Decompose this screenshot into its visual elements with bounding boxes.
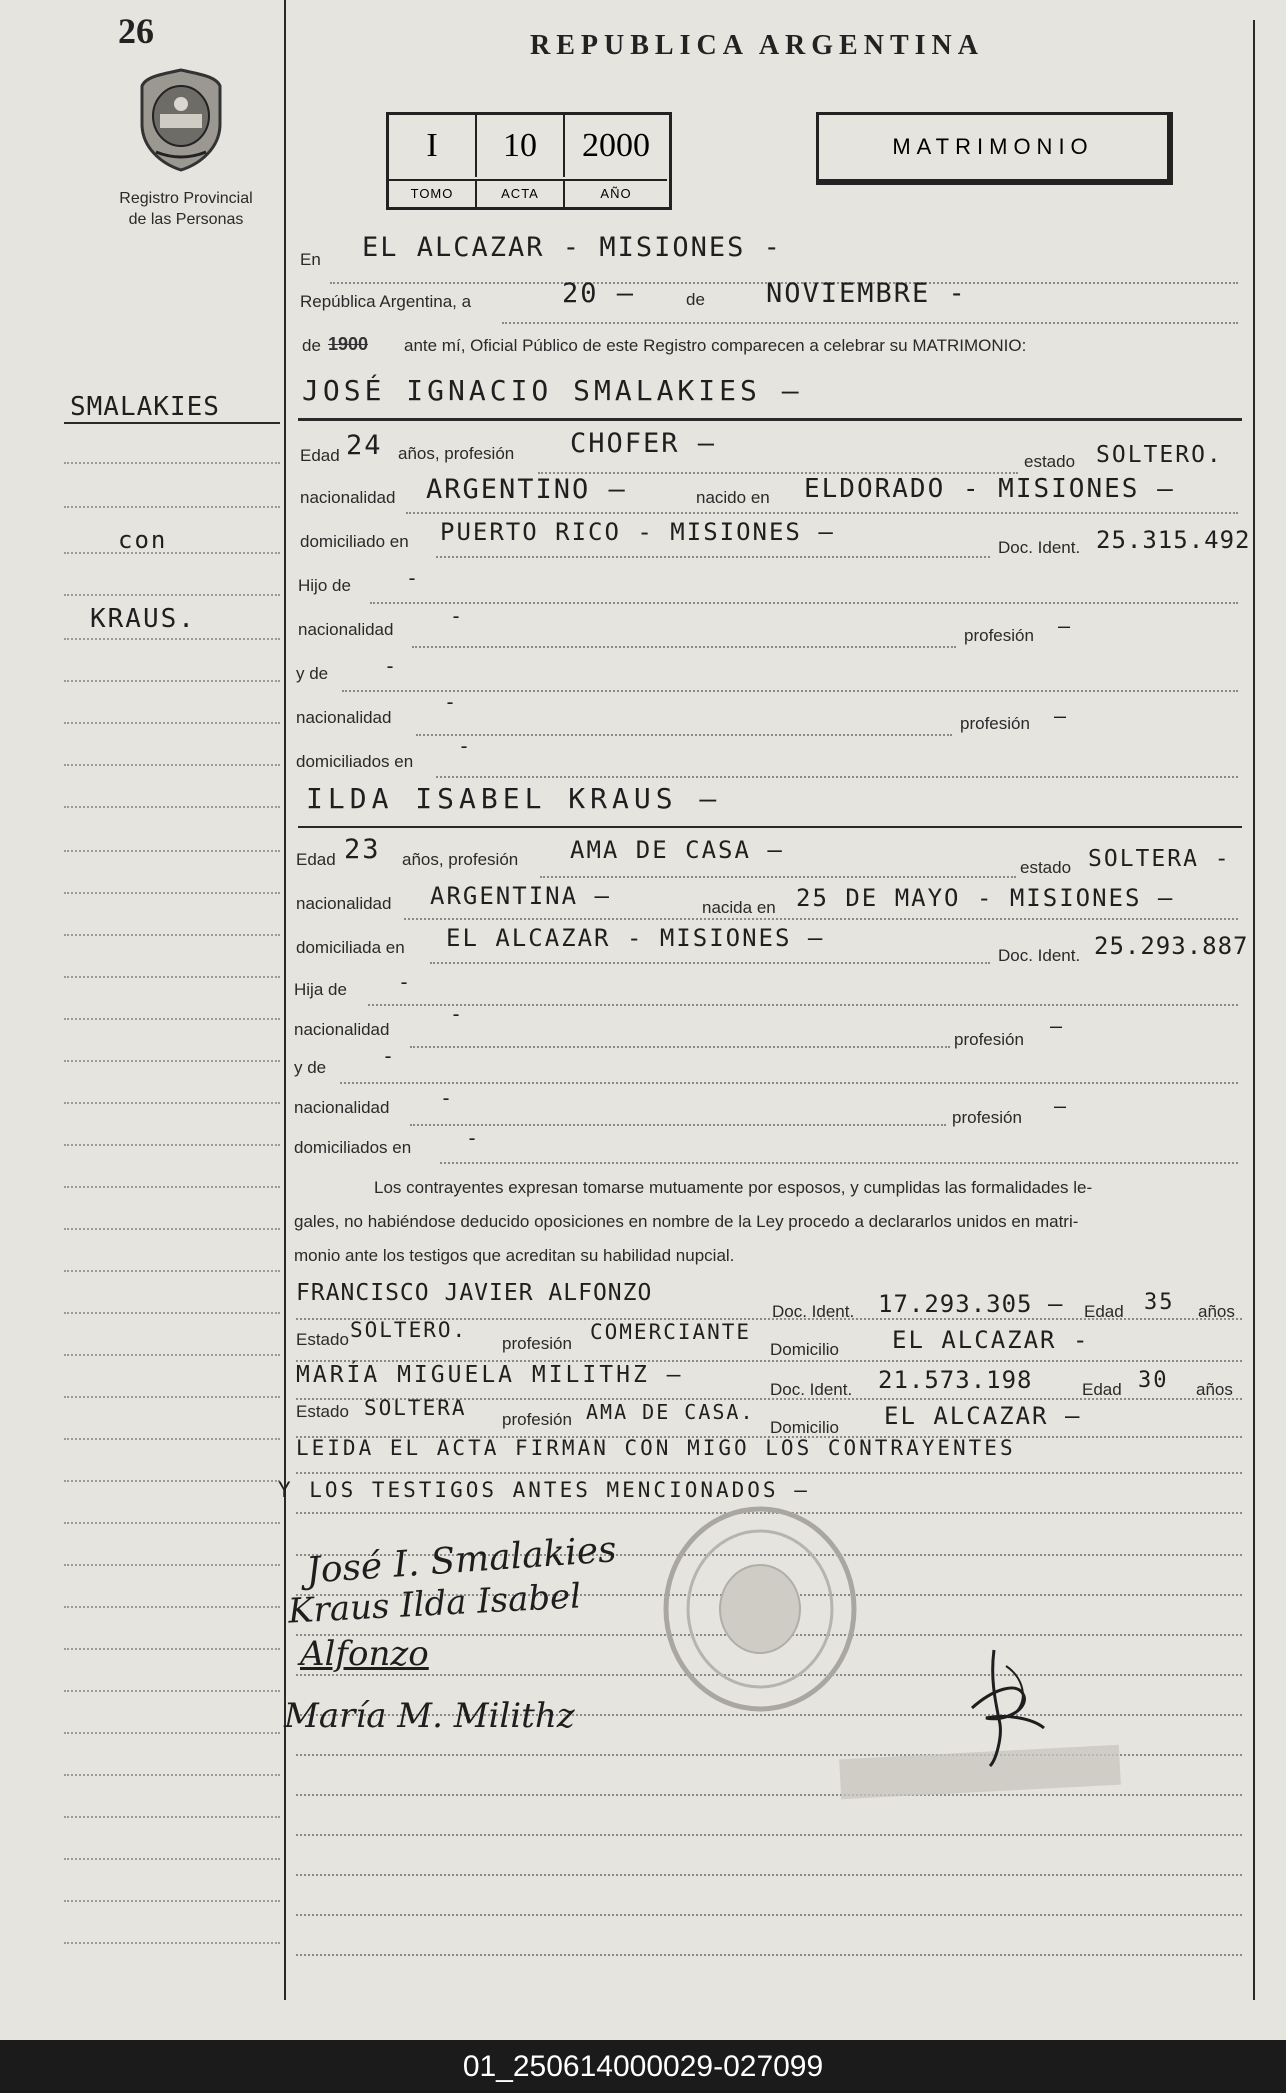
witness2-doc: 21.573.198 bbox=[878, 1366, 1033, 1394]
witness2-profesion: AMA DE CASA. bbox=[586, 1400, 755, 1424]
groom-nac-label: nacionalidad bbox=[300, 488, 396, 507]
witness2-edad-label: Edad bbox=[1082, 1380, 1122, 1399]
ruled-line bbox=[296, 1954, 1242, 1956]
declaration-line-1: Los contrayentes expresan tomarse mutuamente por esposos, y cumplidas las formalidades le- bbox=[374, 1178, 1093, 1197]
margin-line bbox=[64, 1606, 280, 1608]
bride-dom-label: domiciliada en bbox=[296, 938, 405, 957]
margin-line bbox=[64, 552, 280, 554]
margin-line bbox=[64, 1060, 280, 1062]
groom-nac2: - bbox=[450, 604, 465, 628]
groom-nac2-label: nacionalidad bbox=[298, 620, 394, 639]
margin-line bbox=[64, 1018, 280, 1020]
acta-value: 10 bbox=[477, 115, 565, 177]
bride-nac3-label: nacionalidad bbox=[294, 1098, 390, 1117]
year-prefix: de bbox=[302, 336, 321, 355]
bride-name: ILDA ISABEL KRAUS — bbox=[306, 782, 722, 815]
witness2-dom-label: Domicilio bbox=[770, 1418, 839, 1437]
witness1-estado: SOLTERO. bbox=[350, 1318, 468, 1342]
witness2-estado: SOLTERA bbox=[364, 1396, 467, 1420]
margin-line bbox=[64, 462, 280, 464]
bride-yde-label: y de bbox=[294, 1058, 327, 1077]
acta-label: ACTA bbox=[477, 179, 565, 207]
ruled-line bbox=[296, 1914, 1242, 1916]
bride-nac-label: nacionalidad bbox=[296, 894, 392, 913]
witness1-profesion: COMERCIANTE bbox=[590, 1320, 752, 1344]
groom-doms-label: domiciliados en bbox=[296, 752, 414, 771]
groom-prof3-label: profesión bbox=[960, 714, 1030, 733]
groom-prof2: — bbox=[1058, 614, 1073, 638]
bride-hija: - bbox=[398, 970, 413, 994]
year-struck: 1900 bbox=[328, 334, 369, 354]
margin-line bbox=[64, 1690, 280, 1692]
margin-line bbox=[64, 892, 280, 894]
margin-line bbox=[64, 1816, 280, 1818]
margin-line bbox=[64, 638, 280, 640]
groom-line-2 bbox=[406, 512, 1238, 514]
right-rule bbox=[1253, 20, 1255, 2000]
tomo-label: TOMO bbox=[389, 179, 477, 207]
witness1-edad: 35 bbox=[1144, 1290, 1175, 1315]
signature-1: José I. Smalakies bbox=[304, 1529, 618, 1592]
declaration-line-3: monio ante los testigos que acreditan su habilidad nupcial. bbox=[294, 1246, 735, 1265]
signature-2: Kraus Ilda Isabel bbox=[287, 1576, 582, 1632]
margin-line bbox=[64, 1228, 280, 1230]
groom-nacido-label: nacido en bbox=[696, 488, 770, 507]
witness1-name: FRANCISCO JAVIER ALFONZO bbox=[296, 1280, 653, 1306]
groom-line-3 bbox=[436, 556, 990, 558]
groom-nac3: - bbox=[444, 690, 459, 714]
margin-line bbox=[64, 1144, 280, 1146]
record-box bbox=[386, 112, 672, 210]
month-value: NOVIEMBRE - bbox=[766, 278, 967, 309]
witness2-name: MARÍA MIGUELA MILITHZ — bbox=[296, 1362, 684, 1388]
bride-line-3 bbox=[430, 962, 990, 964]
bride-doms-label: domiciliados en bbox=[294, 1138, 412, 1157]
ano-label: AÑO bbox=[565, 179, 667, 207]
margin-line bbox=[64, 850, 280, 852]
bride-estado: SOLTERA - bbox=[1088, 846, 1231, 872]
day-value: 20 — bbox=[562, 278, 636, 309]
margin-line bbox=[64, 1396, 280, 1398]
bride-line-2 bbox=[404, 918, 1238, 920]
margin-line bbox=[64, 1522, 280, 1524]
groom-line-5 bbox=[412, 646, 956, 648]
closing-line-2: Y LOS TESTIGOS ANTES MENCIONADOS — bbox=[278, 1478, 810, 1502]
witness1-doc: 17.293.305 — bbox=[878, 1290, 1064, 1318]
signature-3: Alfonzo bbox=[300, 1634, 429, 1674]
republica-label: República Argentina, a bbox=[300, 292, 472, 311]
margin-line bbox=[64, 1858, 280, 1860]
bride-nac3: - bbox=[440, 1086, 455, 1110]
official-signature bbox=[966, 1640, 1056, 1770]
bride-name-rule bbox=[298, 826, 1242, 828]
witness1-dom-label: Domicilio bbox=[770, 1340, 839, 1359]
margin-line bbox=[64, 1564, 280, 1566]
bride-edad: 23 bbox=[344, 834, 381, 865]
closing-line-1: LEIDA EL ACTA FIRMAN CON MIGO LOS CONTRAYENTES bbox=[296, 1436, 1016, 1460]
margin-surname-rule bbox=[64, 422, 280, 424]
bride-doc-label: Doc. Ident. bbox=[998, 946, 1081, 965]
bride-line-1 bbox=[540, 876, 1016, 878]
registry-line-1: Registro Provincial bbox=[119, 190, 253, 207]
witness1-prof-label: profesión bbox=[502, 1334, 572, 1353]
bride-prof3: — bbox=[1054, 1094, 1069, 1118]
groom-nacido-en: ELDORADO - MISIONES — bbox=[804, 474, 1175, 504]
groom-nacionalidad: ARGENTINO — bbox=[426, 474, 627, 505]
groom-prof2-label: profesión bbox=[964, 626, 1034, 645]
groom-doc: 25.315.492 bbox=[1096, 526, 1251, 554]
bride-line-4 bbox=[368, 1004, 1238, 1006]
ruled-line bbox=[296, 1834, 1242, 1836]
bride-edad-label: Edad bbox=[296, 850, 336, 869]
intro-sentence: ante mí, Oficial Público de este Registro comparecen a celebrar su MATRIMONIO: bbox=[404, 336, 1027, 355]
margin-line bbox=[64, 976, 280, 978]
margin-line bbox=[64, 1312, 280, 1314]
margin-line bbox=[64, 506, 280, 508]
groom-name: JOSÉ IGNACIO SMALAKIES — bbox=[302, 374, 803, 407]
margin-other: KRAUS. bbox=[90, 604, 196, 634]
margin-line bbox=[64, 1186, 280, 1188]
margin-surname: SMALAKIES bbox=[70, 392, 220, 422]
witness1-anos-label: años bbox=[1198, 1302, 1235, 1321]
bride-prof2-label: profesión bbox=[954, 1030, 1024, 1049]
ano-value: 2000 bbox=[582, 127, 650, 164]
groom-nac3-label: nacionalidad bbox=[296, 708, 392, 727]
groom-line-8 bbox=[436, 776, 1238, 778]
groom-hijo: - bbox=[406, 566, 421, 590]
margin-line bbox=[64, 764, 280, 766]
bride-domicilio: EL ALCAZAR - MISIONES — bbox=[446, 924, 825, 952]
bride-prof3-label: profesión bbox=[952, 1108, 1022, 1127]
groom-estado: SOLTERO. bbox=[1096, 442, 1223, 468]
margin-line bbox=[64, 1942, 280, 1944]
margin-line bbox=[64, 1480, 280, 1482]
bride-line-6 bbox=[340, 1082, 1238, 1084]
witness2-estado-label: Estado bbox=[296, 1402, 349, 1421]
margin-line bbox=[64, 680, 280, 682]
official-seal bbox=[660, 1504, 860, 1714]
groom-anos-label: años, profesión bbox=[398, 444, 515, 463]
groom-name-rule bbox=[298, 418, 1242, 421]
ruled-line bbox=[296, 1794, 1242, 1796]
margin-line bbox=[64, 1732, 280, 1734]
bride-nac2: - bbox=[450, 1002, 465, 1026]
witness2-edad: 30 bbox=[1138, 1368, 1169, 1393]
bride-line-7 bbox=[410, 1124, 946, 1126]
bride-nac2-label: nacionalidad bbox=[294, 1020, 390, 1039]
groom-line-4 bbox=[370, 602, 1238, 604]
margin-line bbox=[64, 1648, 280, 1650]
margin-line bbox=[64, 806, 280, 808]
groom-dom-label: domiciliado en bbox=[300, 532, 409, 551]
groom-yde-label: y de bbox=[296, 664, 329, 683]
date-line bbox=[502, 322, 1238, 324]
bride-nacida-en: 25 DE MAYO - MISIONES — bbox=[796, 884, 1175, 912]
bride-nacida-label: nacida en bbox=[702, 898, 776, 917]
groom-edad-label: Edad bbox=[300, 446, 340, 465]
margin-line bbox=[64, 1354, 280, 1356]
groom-line-6 bbox=[342, 690, 1238, 692]
witness2-anos-label: años bbox=[1196, 1380, 1233, 1399]
groom-line-7 bbox=[416, 734, 952, 736]
groom-domicilio: PUERTO RICO - MISIONES — bbox=[440, 518, 835, 546]
margin-line bbox=[64, 1438, 280, 1440]
groom-doms: - bbox=[458, 734, 473, 758]
witness1-estado-label: Estado bbox=[296, 1330, 349, 1349]
tomo-value: I bbox=[389, 115, 477, 177]
margin-line bbox=[64, 1900, 280, 1902]
page-number: 26 bbox=[118, 11, 154, 51]
groom-prof3: — bbox=[1054, 704, 1069, 728]
bride-line-8 bbox=[440, 1162, 1238, 1164]
bride-hija-label: Hija de bbox=[294, 980, 347, 999]
bride-line-5 bbox=[410, 1046, 950, 1048]
margin-line bbox=[64, 934, 280, 936]
bride-doc: 25.293.887 bbox=[1094, 932, 1249, 960]
ruled-line bbox=[296, 1874, 1242, 1876]
closing-line-rule-1 bbox=[296, 1472, 1242, 1474]
declaration-line-2: gales, no habiéndose deducido oposiciones en nombre de la Ley procedo a declararlos unidos en matri- bbox=[294, 1212, 1079, 1231]
groom-yde: - bbox=[384, 654, 399, 678]
bride-estado-label: estado bbox=[1020, 858, 1072, 877]
groom-profesion: CHOFER — bbox=[570, 428, 717, 459]
groom-doc-label: Doc. Ident. bbox=[998, 538, 1081, 557]
bride-anos-label: años, profesión bbox=[402, 850, 519, 869]
witness1-edad-label: Edad bbox=[1084, 1302, 1124, 1321]
bride-doms: - bbox=[466, 1126, 481, 1150]
margin-con: con bbox=[118, 526, 168, 554]
bride-profesion: AMA DE CASA — bbox=[570, 836, 784, 864]
witness1-doc-label: Doc. Ident. bbox=[772, 1302, 855, 1321]
groom-edad: 24 bbox=[346, 430, 383, 461]
image-id-label: 01_250614000029-027099 bbox=[462, 2050, 824, 2083]
groom-hijo-label: Hijo de bbox=[298, 576, 351, 595]
margin-line bbox=[64, 1102, 280, 1104]
margin-line bbox=[64, 1270, 280, 1272]
margin-line bbox=[64, 722, 280, 724]
place-value: EL ALCAZAR - MISIONES - bbox=[362, 232, 782, 263]
en-label: En bbox=[300, 250, 321, 269]
witness2-doc-label: Doc. Ident. bbox=[770, 1380, 853, 1399]
margin-line bbox=[64, 594, 280, 596]
margin-line bbox=[64, 1774, 280, 1776]
witness2-domicilio: EL ALCAZAR — bbox=[884, 1402, 1082, 1430]
doc-type-box: MATRIMONIO bbox=[816, 112, 1173, 185]
de-label: de bbox=[686, 290, 705, 309]
groom-estado-label: estado bbox=[1024, 452, 1076, 471]
bride-nacionalidad: ARGENTINA — bbox=[430, 882, 611, 910]
country-header: REPUBLICA ARGENTINA bbox=[530, 30, 984, 61]
coat-of-arms-emblem bbox=[136, 66, 226, 172]
bride-yde: - bbox=[382, 1044, 397, 1068]
witness2-prof-label: profesión bbox=[502, 1410, 572, 1429]
registry-label bbox=[98, 188, 274, 230]
witness1-domicilio: EL ALCAZAR - bbox=[892, 1326, 1090, 1354]
registry-line-2: de las Personas bbox=[128, 211, 244, 228]
bride-prof2: — bbox=[1050, 1014, 1065, 1038]
signature-4: María M. Milithz bbox=[284, 1696, 575, 1736]
